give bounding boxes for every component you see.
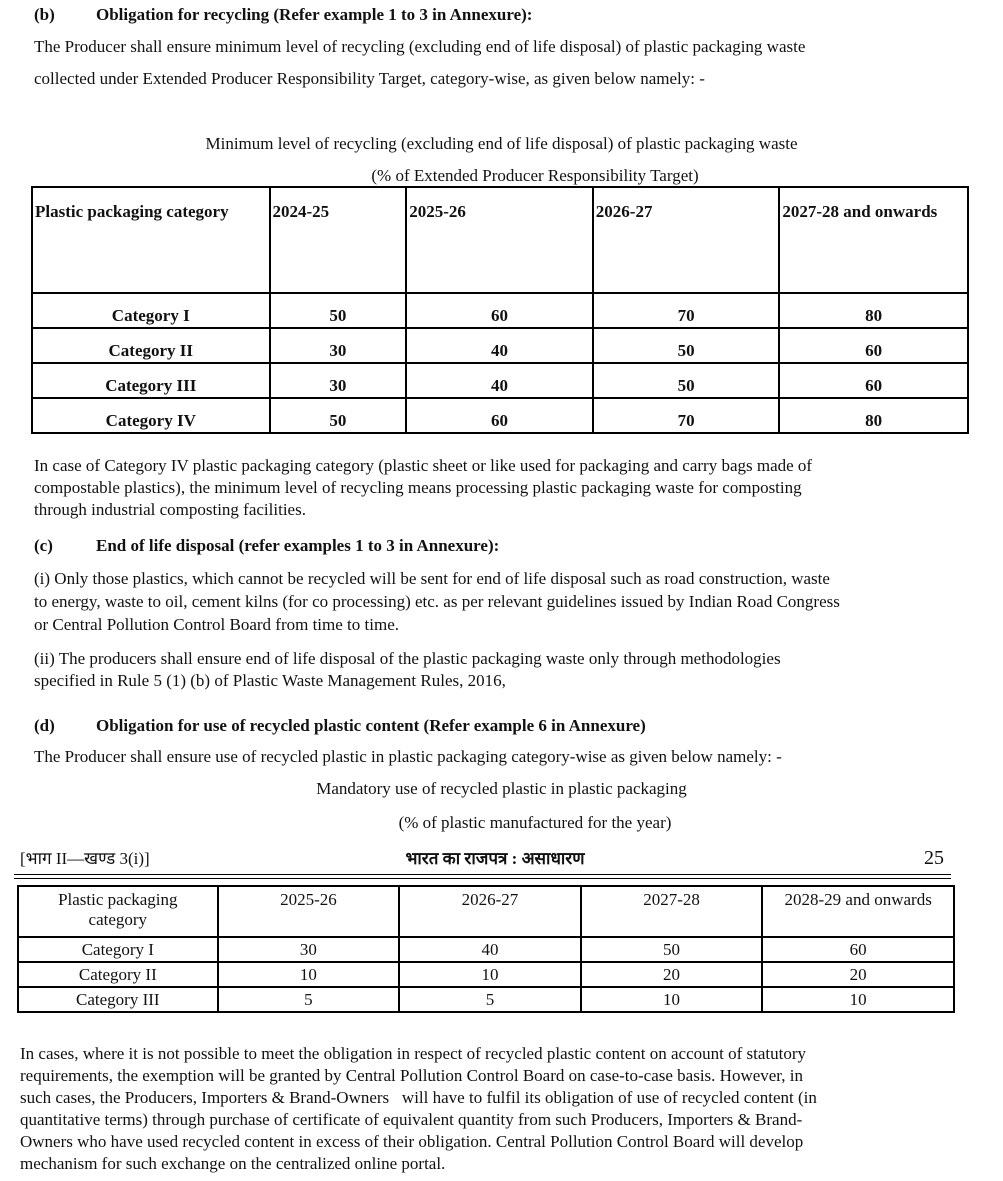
row-category: Category III	[18, 987, 218, 1012]
table-row	[18, 962, 954, 987]
row-category: Category II	[18, 962, 218, 987]
table-cell: 50	[593, 328, 780, 363]
exemption-line-5: Owners who have used recycled content in excess of their obligation. Central Pollution Control Board will develop	[20, 1132, 804, 1151]
table-cell: 60	[779, 363, 968, 398]
column-header: 2026-27	[399, 886, 581, 937]
cat4-para-line-3: through industrial composting facilities.	[34, 500, 306, 519]
section-c-heading	[34, 535, 974, 557]
section-b-label: (b)	[34, 5, 55, 24]
table-cell: 40	[406, 363, 593, 398]
row-category: Category II	[32, 328, 270, 363]
table-cell: 5	[218, 987, 400, 1012]
column-header: Plastic packaging category	[32, 187, 270, 293]
header-divider	[14, 874, 951, 875]
recycled-content-table	[17, 885, 955, 1013]
section-c-p1-line-3: or Central Pollution Control Board from time to time.	[34, 615, 399, 634]
table-row	[32, 363, 968, 398]
exemption-line-4: quantitative terms) through purchase of certificate of equivalent quantity from such Producers, Importers & Brand-	[20, 1110, 803, 1129]
table-cell: 5	[399, 987, 581, 1012]
table-cell: 60	[406, 293, 593, 328]
table-cell: 60	[779, 328, 968, 363]
section-c-p1-line-2: to energy, waste to oil, cement kilns (for co processing) etc. as per relevant guidelines issued by Indian Road Congress	[34, 592, 840, 611]
column-header: 2025-26	[218, 886, 400, 937]
table-cell: 70	[593, 293, 780, 328]
exemption-line-3: such cases, the Producers, Importers & Brand-Owners will have to fulfil its obligation of use of recycled content (in	[20, 1088, 817, 1107]
table-cell: 10	[581, 987, 763, 1012]
column-header: 2027-28 and onwards	[779, 187, 968, 293]
table-cell: 50	[270, 293, 407, 328]
section-d-line-1: The Producer shall ensure use of recycled plastic in plastic packaging category-wise as given below namely: -	[34, 747, 782, 766]
table-row	[32, 328, 968, 363]
table-cell: 20	[762, 962, 954, 987]
cat4-para-line-2: compostable plastics), the minimum level of recycling means processing plastic packaging waste for composting	[34, 478, 802, 497]
section-d-heading	[34, 715, 974, 737]
table-cell: 30	[270, 328, 407, 363]
header-cat-line-2: category	[88, 910, 148, 929]
table-cell: 70	[593, 398, 780, 433]
exemption-line-2: requirements, the exemption will be granted by Central Pollution Control Board on case-to-case basis. However, in	[20, 1066, 804, 1085]
table-cell: 40	[399, 937, 581, 962]
page-number: 25	[924, 847, 944, 869]
column-header: 2027-28	[581, 886, 763, 937]
header-cat-line-1: Plastic packaging	[58, 890, 178, 909]
table-cell: 80	[779, 293, 968, 328]
table-cell: 20	[581, 962, 763, 987]
header-divider	[14, 878, 951, 879]
section-c-title: End of life disposal (refer examples 1 to 3 in Annexure):	[96, 536, 500, 555]
table-cell: 30	[270, 363, 407, 398]
page-header-left: [भाग II—खण्ड 3(i)]	[20, 849, 150, 868]
section-d-title: Obligation for use of recycled plastic content (Refer example 6 in Annexure)	[96, 716, 646, 735]
table-cell: 50	[270, 398, 407, 433]
table-cell: 50	[581, 937, 763, 962]
table-row	[32, 293, 968, 328]
row-category: Category I	[18, 937, 218, 962]
table-cell: 10	[762, 987, 954, 1012]
column-header: 2024-25	[270, 187, 407, 293]
section-c-p2-line-2: specified in Rule 5 (1) (b) of Plastic Waste Management Rules, 2016,	[34, 671, 506, 690]
section-c-p2-line-1: (ii) The producers shall ensure end of life disposal of the plastic packaging waste only through methodologies	[34, 649, 781, 668]
section-c-p1-line-1: (i) Only those plastics, which cannot be recycled will be sent for end of life disposal such as road construction, waste	[34, 569, 830, 588]
table1-subtitle: (% of Extended Producer Responsibility Target)	[371, 166, 699, 185]
table-row	[18, 987, 954, 1012]
table1-title: Minimum level of recycling (excluding end of life disposal) of plastic packaging waste	[205, 134, 798, 153]
table-cell: 10	[399, 962, 581, 987]
table-cell: 60	[406, 398, 593, 433]
column-header: 2026-27	[593, 187, 780, 293]
section-b-title: Obligation for recycling (Refer example 1 to 3 in Annexure):	[96, 5, 533, 24]
table-row	[32, 398, 968, 433]
table-row	[18, 937, 954, 962]
recycling-targets-table	[31, 186, 969, 434]
row-category: Category III	[32, 363, 270, 398]
exemption-line-1: In cases, where it is not possible to meet the obligation in respect of recycled plastic content on account of statutory	[20, 1044, 807, 1063]
table-cell: 50	[593, 363, 780, 398]
table-cell: 60	[762, 937, 954, 962]
table-cell: 80	[779, 398, 968, 433]
exemption-line-6: mechanism for such exchange on the centralized online portal.	[20, 1154, 446, 1173]
column-header	[18, 886, 218, 937]
cat4-para-line-1: In case of Category IV plastic packaging category (plastic sheet or like used for packaging and carry bags made of	[34, 456, 813, 475]
column-header: 2025-26	[406, 187, 593, 293]
table-cell: 30	[218, 937, 400, 962]
section-b-line-1: The Producer shall ensure minimum level of recycling (excluding end of life disposal) of plastic packaging waste	[34, 37, 806, 56]
row-category: Category IV	[32, 398, 270, 433]
section-c-label: (c)	[34, 536, 53, 555]
page-header-title: भारत का राजपत्र : असाधारण	[405, 849, 585, 868]
table-cell: 40	[406, 328, 593, 363]
section-d-label: (d)	[34, 716, 55, 735]
row-category: Category I	[32, 293, 270, 328]
table-header-row	[18, 886, 954, 937]
table-header-row	[32, 187, 968, 293]
section-b-line-2: collected under Extended Producer Responsibility Target, category-wise, as given below namely: -	[34, 69, 705, 88]
table2-title: Mandatory use of recycled plastic in plastic packaging	[316, 779, 687, 798]
table2-subtitle: (% of plastic manufactured for the year)	[398, 813, 672, 832]
column-header: 2028-29 and onwards	[762, 886, 954, 937]
section-b-heading	[34, 4, 974, 26]
table-cell: 10	[218, 962, 400, 987]
